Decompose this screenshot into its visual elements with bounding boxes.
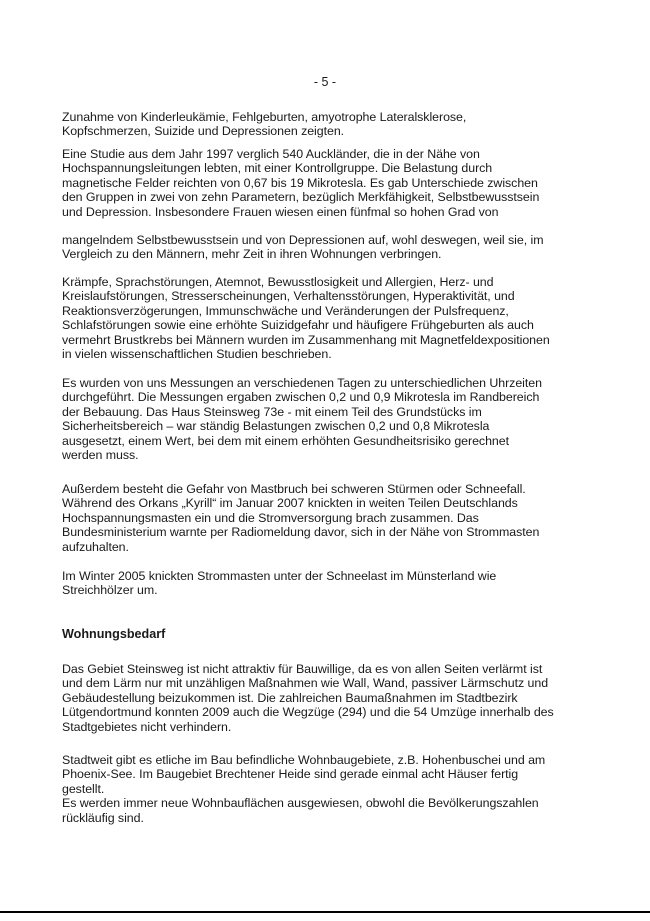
section-paragraph-1: Das Gebiet Steinsweg ist nicht attraktiv für Bauwillige, da es von allen Seiten verlärmt ist und dem Lärm nur mit unzähligen Maßnahmen wie Wall, Wand, passiver Lärmschutz und Gebäudestellung beizukommen ist. Die zahlreichen Baumaßnahmen im Stadtbezirk Lütgendortmund konnten 2009 auch die Wegzüge (294) und die 54 Umzüge innerhalb des Stadtgebietes nicht verhindern.: [62, 662, 554, 734]
bottom-rule: [0, 911, 650, 913]
paragraph-5: Es wurden von uns Messungen an verschiedenen Tagen zu unterschiedlichen Uhrzeiten durchgeführt. Die Messungen ergaben zwischen 0,2 und 0,9 Mikrotesla im Randbereich der Bebauung. Das Haus Steinsweg 73e - mit einem Teil des Grundstücks im Sicherheitsbereich – war ständig Belastungen zwischen 0,2 und 0,8 Mikrotesla ausgesetzt, einem Wert, bei dem mit einem erhöhten Gesundheitsrisiko gerechnet werden muss.: [62, 376, 542, 463]
paragraph-4: Krämpfe, Sprachstörungen, Atemnot, Bewusstlosigkeit und Allergien, Herz- und Kreislaufstörungen, Stresserscheinungen, Verhaltensstörungen, Hyperaktivität, und Reaktionsverzögerungen, Immunschwäche und Veränderungen der Pulsfrequenz, Schlafstörungen sowie eine erhöhte Suizidgefahr und häufigere Frühgeburten als auch vermehrt Brustkrebs bei Männern wurden im Zusammenhang mit Magnetfeldexpositionen in vielen wissenschaftlichen Studien beschrieben.: [62, 275, 550, 362]
paragraph-1: Zunahme von Kinderleukämie, Fehlgeburten, amyotrophe Lateralsklerose, Kopfschmerzen, Suizide und Depressionen zeigten.: [62, 110, 467, 139]
paragraph-7: Im Winter 2005 knickten Strommasten unter der Schneelast im Münsterland wie Streichhölzer um.: [62, 569, 497, 598]
page-number: - 5 -: [313, 75, 337, 89]
paragraph-3: mangelndem Selbstbewusstsein und von Depressionen auf, wohl deswegen, weil sie, im Vergleich zu den Männern, mehr Zeit in ihren Wohnungen verbringen.: [62, 233, 544, 262]
paragraph-6: Außerdem besteht die Gefahr von Mastbruch bei schweren Stürmen oder Schneefall. Während des Orkans „Kyrill“ im Januar 2007 knickten in weiten Teilen Deutschlands Hochspannungsmasten ein und die Stromversorgung brach zusammen. Das Bundesministerium warnte per Radiomeldung davor, sich in der Nähe von Strommasten aufzuhalten.: [62, 482, 540, 554]
section-heading: Wohnungsbedarf: [62, 627, 166, 641]
section-paragraph-2: Stadtweit gibt es etliche im Bau befindliche Wohnbaugebiete, z.B. Hohenbuschei und am Phoenix-See. Im Baugebiet Brechtener Heide sind gerade einmal acht Häuser fertig gestellt. Es werden immer neue Wohnbauflächen ausgewiesen, obwohl die Bevölkerungszahlen rückläufig sind.: [62, 753, 546, 825]
paragraph-2: Eine Studie aus dem Jahr 1997 verglich 540 Auckländer, die in der Nähe von Hochspannungsleitungen lebten, mit einer Kontrollgruppe. Die Belastung durch magnetische Felder reichten von 0,67 bis 19 Mikrotesla. Es gab Unterschiede zwischen den Gruppen in zwei von zehn Parametern, bezüglich Merkfähigkeit, Selbstbewusstsein und Depression. Insbesondere Frauen wiesen einen fünfmal so hohen Grad von: [62, 147, 540, 219]
